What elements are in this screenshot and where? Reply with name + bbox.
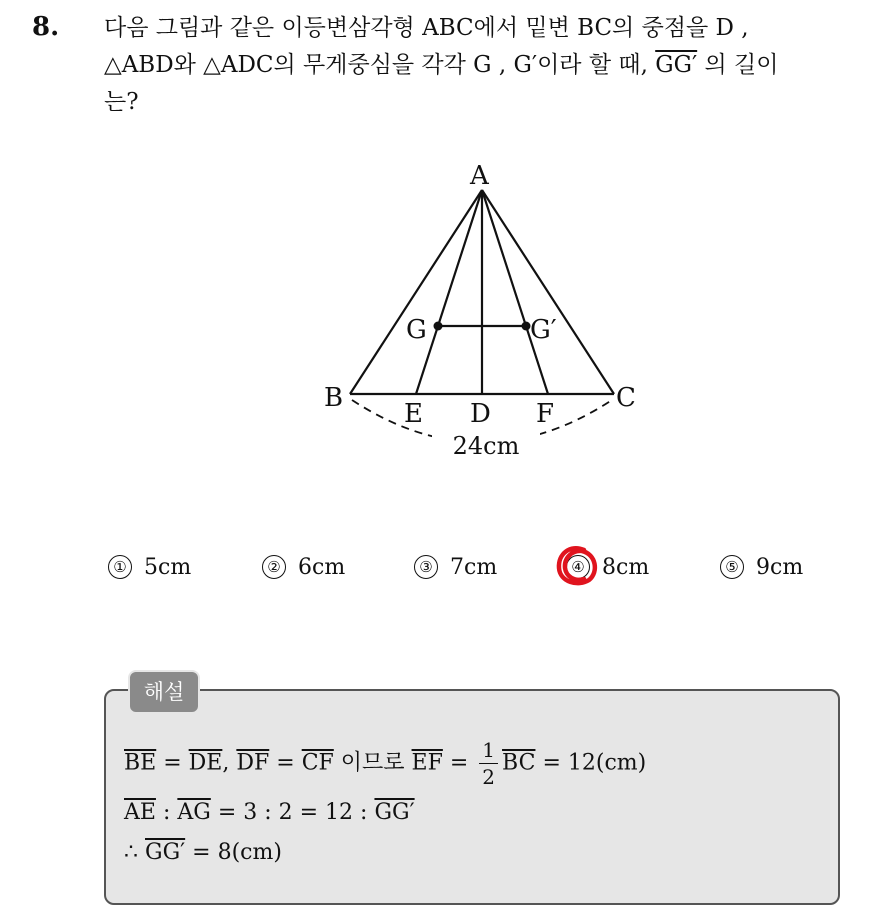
equals-sign: = [156, 750, 189, 776]
choice-3-text: 7cm [450, 555, 498, 580]
fraction-numerator: 1 [479, 740, 498, 764]
label-e: E [404, 399, 423, 429]
segment-gg-overline: GG′ [655, 52, 698, 78]
segment-de: $\overline{DE}$ [188, 750, 223, 776]
solution-line-1 [124, 740, 646, 787]
fraction-denominator: 2 [482, 765, 496, 789]
segment-be: $\overline{BE}$ [124, 750, 157, 776]
question-number: 8. [32, 12, 60, 42]
question-text [104, 10, 864, 121]
equals-sign: = [269, 750, 302, 776]
segment-df: $\overline{DF}$ [236, 750, 270, 776]
segment-ae: $\overline{AE}$ [124, 800, 156, 825]
question-line-2 [104, 47, 864, 84]
triangle-figure [300, 150, 640, 470]
segment-ef: $\overline{EF}$ [411, 750, 443, 776]
answer-choices [108, 555, 828, 589]
point-g [434, 322, 443, 331]
label-c: C [616, 383, 636, 413]
fraction-one-half [479, 740, 498, 787]
label-g-prime: G′ [530, 315, 557, 345]
label-b: B [324, 383, 344, 413]
base-length-label: 24cm [452, 432, 520, 460]
label-a: A [470, 161, 489, 191]
solution-box [104, 689, 840, 905]
result-text: = 12(cm) [535, 750, 647, 776]
therefore-symbol: ∴ [124, 840, 145, 865]
solution-tag: 해설 [128, 670, 200, 714]
choice-5-text: 9cm [756, 555, 804, 580]
segment-gg: GG′ [374, 800, 415, 825]
solution-line-2 [124, 800, 415, 825]
segment-ag: $\overline{AG}$ [177, 800, 211, 825]
choice-1[interactable] [108, 555, 191, 580]
answer-mark-scribble-icon [554, 542, 600, 590]
segment-bc: $\overline{BC}$ [502, 750, 536, 776]
median-af [482, 190, 548, 394]
final-answer: = 8(cm) [185, 840, 282, 865]
choice-4-symbol: ④ [566, 555, 590, 579]
label-g: G [406, 315, 427, 345]
label-d: D [470, 399, 491, 429]
choice-5-symbol: ⑤ [720, 555, 744, 579]
choice-2-symbol: ② [262, 555, 286, 579]
question-line-2-prefix: △ABD와 △ADC의 무게중심을 각각 G , G′이라 할 때, [104, 52, 656, 78]
question-line-1: 다음 그림과 같은 이등변삼각형 ABC에서 밑변 BC의 중점을 D , [104, 15, 749, 41]
segment-gg-result: GG′ [145, 840, 186, 865]
choice-2-text: 6cm [298, 555, 346, 580]
comma: , [222, 750, 237, 776]
solution-line-3 [124, 840, 282, 865]
label-f: F [536, 399, 555, 429]
choice-1-text: 5cm [144, 555, 192, 580]
side-ab [350, 190, 482, 394]
choice-1-symbol: ① [108, 555, 132, 579]
equals-sign: = [442, 750, 476, 776]
choice-3[interactable] [414, 555, 497, 580]
segment-cf: $\overline{CF}$ [301, 750, 334, 776]
question-line-3: 는? [104, 89, 139, 115]
median-ae [416, 190, 482, 394]
choice-2[interactable] [262, 555, 345, 580]
ratio-text: = 3 : 2 = 12 : [210, 800, 375, 825]
choice-3-symbol: ③ [414, 555, 438, 579]
side-ac [482, 190, 614, 394]
question-line-2-suffix: 의 길이 [697, 52, 779, 78]
choice-5[interactable] [720, 555, 803, 580]
ratio-colon: : [155, 800, 178, 825]
connective-text: 이므로 [333, 750, 412, 776]
choice-4-text: 8cm [602, 555, 650, 580]
